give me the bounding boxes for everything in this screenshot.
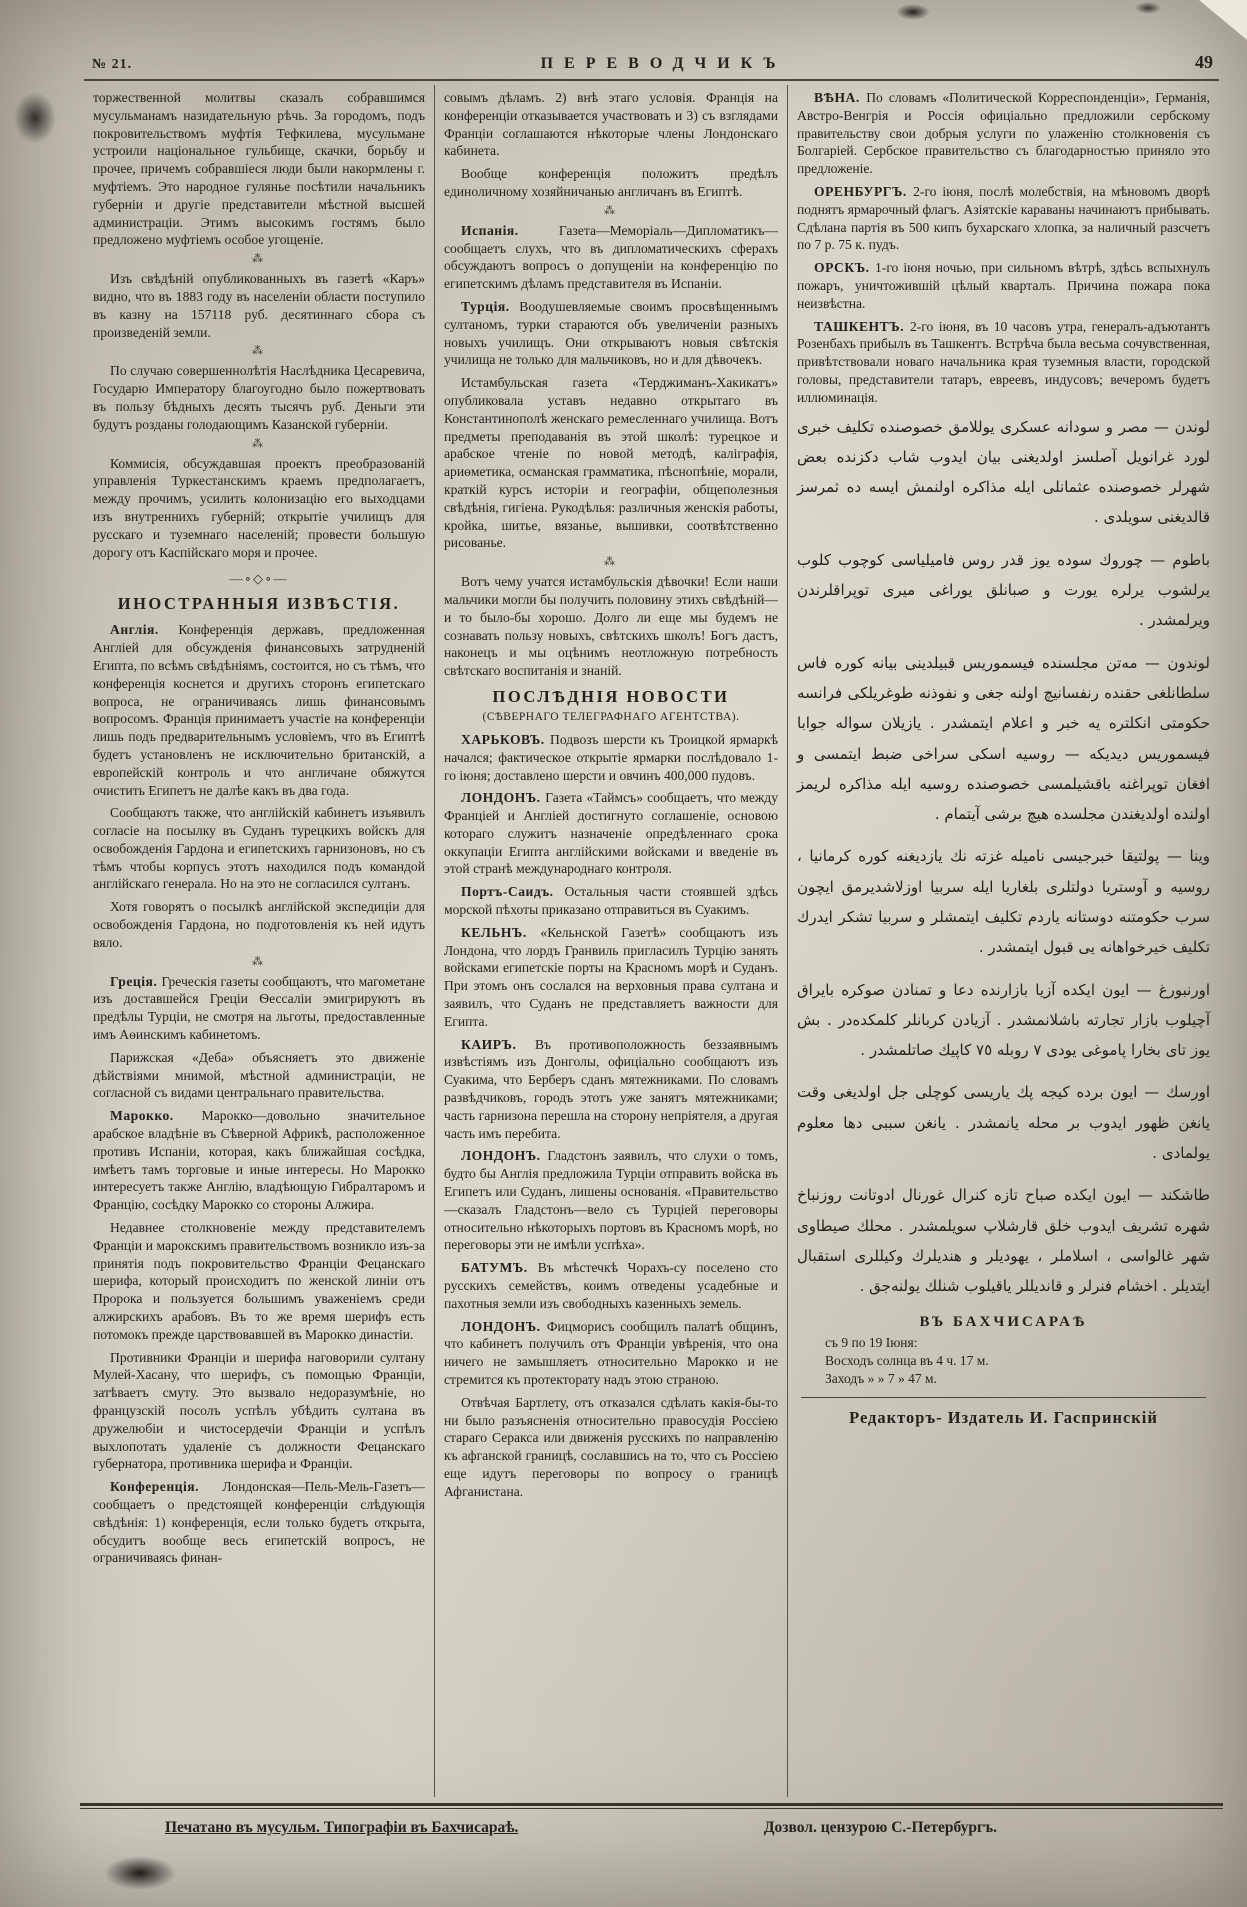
paragraph-lead: Портъ-Саидъ. xyxy=(461,884,565,900)
ink-smudge xyxy=(14,92,56,144)
arabic-news-paragraph: اورنبورغ — ايون ايكده آزيا بازارنده دعا و تمنادن صوكره بايراق آچيلوب بازار تجارته باشلانمشدر . آزيادن كربانلر كلمكدەدر . بش يوز تاى بخارا پاموغى يودى ٧ روبله ٧٥ كاپيك صاتلمشدر . xyxy=(797,980,1210,1060)
paragraph-lead: ЛОНДОНЪ. xyxy=(461,1318,547,1334)
section-subheading-agency: (СѢВЕРНАГО ТЕЛЕГРАФНАГО АГЕНТСТВА). xyxy=(482,710,740,723)
paragraph-lead: ЛОНДОНЪ. xyxy=(461,1148,548,1164)
paragraph: Противники Франціи и шерифа наговорили султану Мулей-Хасану, что шерифъ, съ помощью Франціи, затѣваетъ смуту. Это вызвало недоразумѣніе, но французскій посолъ успѣлъ убѣдить султана въ дружелюбіи и чистосердечіи Франціи и успѣлъ выхлопотать удаленіе съ должности Фецанскаго губернатора, противника шерифа и Франціи. xyxy=(93,1349,425,1472)
section-heading-latest-news: ПОСЛѢДНІЯ НОВОСТИ xyxy=(492,686,730,706)
section-separator: ⁂ xyxy=(252,345,266,358)
section-separator: ⁂ xyxy=(604,556,618,569)
arabic-news-paragraph: لوندن — مصر و سودانه عسكرى يوللامق خصوصنده تكليف خبرى لورد غرانويل آصلسز اولديغنى بيان ايدوب شاب دكزنده بعض شهرلر خصوصنده عثمانلى ايله مذاكره اولنمش ايسه ده ثمرسز قالديغنى سويلدى . xyxy=(797,417,1210,527)
column-left xyxy=(84,85,434,1797)
paragraph: Испанія. Газета—Меморіаль—Дипломатикъ—сообщаетъ слухъ, что въ дипломатическихъ сферахъ обсуждаютъ вопросъ о допущеніи на конференцію по египетскимъ дѣламъ представителя въ Испаніи. xyxy=(444,222,778,292)
paragraph: торжественной молитвы сказалъ собравшимся мусульманамъ назидательную рѣчь. За городомъ, подъ покровительствомъ муфтія Тефкилева, мусульмане устроили національное гульбище, скачки, борьбу и прочее, причемъ собравшіеся люди были накормлены г. муфтіемъ. Это народное гулянье посѣтили начальникъ губерніи и другіе представители мѣстной высшей администраціи. Этимъ высокимъ гостямъ было предложено муфтіемъ особое угощеніе. xyxy=(93,90,425,248)
paragraph: БАТУМЪ. Въ мѣстечкѣ Чорахъ-су поселено сто русскихъ семействъ, коимъ отведены усадебные и пахотныя земли изъ свободныхъ казенныхъ земель. xyxy=(444,1260,778,1311)
paragraph: ОРЕНБУРГЪ. 2-го іюня, послѣ молебствія, на мѣновомъ дворѣ поднятъ ярмарочный флагъ. Азіятскіе караваны начинаютъ прибывать. Сдѣлана партія въ 500 кипъ бухарскаго хлопка, за наличный разсчетъ по 7 р. 75 к. пудъ. xyxy=(797,183,1210,253)
editor-publisher-line: Редакторъ- Издатель И. Гаспринскій xyxy=(849,1407,1158,1427)
section-separator: ⁂ xyxy=(252,955,266,968)
paragraph: Марокко. Марокко—довольно значительное арабское владѣніе въ Сѣверной Африкѣ, расположенное противъ Испаніи, которая, какъ ближайшая сосѣдка, имѣетъ тамъ торговые и иные интересы. Но Марокко интересуетъ также Англію, владѣющую Гибралтаромъ и Францію, сосѣдку Марокко со стороны Алжира. xyxy=(93,1108,425,1213)
section-separator: ⁂ xyxy=(252,437,266,450)
paragraph-lead: КЕЛЬНЪ. xyxy=(461,924,541,940)
bakhchisarai-heading: ВЪ БАХЧИСАРАѢ xyxy=(919,1313,1088,1330)
paragraph: Хотя говорятъ о посылкѣ англійской экспедиціи для освобожденія Гардона, но подготовленія къ ней идутъ вяло. xyxy=(93,899,425,950)
paragraph-lead: Греція. xyxy=(110,973,162,989)
censor-text: Дозвол. цензурою С.-Петербургъ. xyxy=(763,1819,997,1836)
section-heading-foreign-news: ИНОСТРАННЫЯ ИЗВѢСТІЯ. xyxy=(117,594,401,614)
paragraph: Парижская «Деба» объясняетъ это движеніе дѣйствіями мнимой, мѣстной администраціи, не согласной съ видами центральнаго правительства. xyxy=(93,1049,425,1101)
paragraph-lead: ОРСКЪ. xyxy=(814,260,875,276)
column-middle xyxy=(435,85,787,1797)
arabic-news-paragraph: اورسك — ايون برده كيجه پك ياريسى كوچلى جل اولديغى وقت يانغن ظهور ايدوب بر محله يانمشدر . يانغن سببى دها معلوم يولمادى . xyxy=(797,1083,1210,1163)
header-rule xyxy=(84,79,1219,81)
issue-number: № 21. xyxy=(92,57,133,72)
arabic-news-paragraph: طاشكند — ايون ايكده صباح تازه كنرال غورنال ادوتانت روزنباخ شهره تشريف ايدوب خلق قارشلاپ سويلمشدر . محلك صيطاوى شهر غالواسى ، اسلاملر ، يهوديلر و هنديلرك وكيللرى استقبال ايتديلر . اخشام فنرلر و قانديللر ياقيلوب شنلك يولنەجق . xyxy=(797,1186,1210,1296)
section-separator: ⁂ xyxy=(252,253,266,266)
paragraph-lead: Турція. xyxy=(461,298,520,314)
page-footer xyxy=(0,1809,1247,1837)
paragraph: Отвѣчая Бартлету, отъ отказался сдѣлать какія-бы-то ни было разъясненія относительно правосудія Россіею стараго Серакса или движенія русскихъ по направленію къ афганской границѣ, сославшись на то, что съ Россіею еще идутъ переговоры по вопросу о границѣ Афганистана. xyxy=(444,1394,778,1499)
masthead-title: ПЕРЕВОДЧИКЪ xyxy=(540,55,787,72)
paragraph: ОРСКЪ. 1-го іюня ночью, при сильномъ вѣтрѣ, здѣсь вспыхнулъ пожаръ, уничтожившій цѣлый кварталъ. Причина пожара пока неизвѣстна. xyxy=(797,260,1211,311)
paragraph: ХАРЬКОВЪ. Подвозъ шерсти къ Троицкой ярмаркѣ начался; фактическое открытіе ярмарки послѣдовало 1-го іюня; доставлено шерсти и овчинъ 400,000 пудовъ. xyxy=(444,731,778,783)
paragraph: Портъ-Саидъ. Остальныя части стоявшей здѣсь морской пѣхоты приказано отправиться въ Суакимъ. xyxy=(444,884,778,918)
section-ornament: —∘◇∘— xyxy=(229,571,289,587)
page-number: 49 xyxy=(1195,52,1213,72)
paragraph: Истамбульская газета «Терджиманъ-Хакикатъ» опубликовала уставъ недавно открытаго въ Константинополѣ женскаго ремесленнаго училища. Вотъ предметы преподаванія въ этой школѣ: турецкое и арабское чтеніе по новой методѣ, каліграфія, ариѳметика, османская грамматика, пѣснопѣніе, морали, краткій курсъ исторіи и географіи, общеполезныя свѣдѣнія, гигіена. Рукодѣлья: различныя женскія работы, кройка, шитье, вязанье, вышивки, соотвѣтственно рисованье. xyxy=(444,375,778,551)
paragraph: Сообщаютъ также, что англійскій кабинетъ изъявилъ согласіе на посылку въ Суданъ турецкихъ войскъ для освобожденія Гардона и египетскихъ гарнизоновъ, но съ тѣмъ чтобы корпусъ этотъ находился подъ командой англійскаго генерала. Но на это не согласился султанъ. xyxy=(93,805,425,892)
column-right xyxy=(788,85,1219,1797)
paragraph-lead: БАТУМЪ. xyxy=(461,1260,538,1276)
paragraph: ЛОНДОНЪ. Гладстонъ заявилъ, что слухи о томъ, будто бы Англія предложила Турціи отправить войска въ Египетъ или Суданъ, лишены основанія. «Правительство—сказалъ Гладстонъ—вело съ Турціей переговоры относительно нѣкоторыхъ портовъ въ Красномъ морѣ, но переговоры эти не имѣли успѣха». xyxy=(444,1148,778,1253)
paragraph: По случаю совершеннолѣтія Наслѣдника Цесаревича, Государю Императору благоугодно было пожертвовать въ пользу бѣдныхъ десять тысячъ руб. Деньги эти будутъ розданы голодающимъ Казанской губерніи. xyxy=(93,363,425,432)
page-header xyxy=(0,0,1247,77)
paragraph-lead: Конференція. xyxy=(110,1479,223,1495)
paragraph-lead: Испанія. xyxy=(461,222,559,238)
paragraph-lead: ТАШКЕНТЪ. xyxy=(814,318,910,334)
paragraph: Коммисія, обсуждавшая проектъ преобразованій управленія Туркестанскимъ краемъ предполагаетъ, между прочимъ, усилить колонизацію его выходцами изъ внутреннихъ губерній; открытіе училищъ для русскаго и туземнаго населеній; провести большую дорогу отъ Каспійскаго моря и прочее. xyxy=(93,455,425,560)
paragraph-lead: Англія. xyxy=(110,622,179,638)
paragraph: ТАШКЕНТЪ. 2-го іюня, въ 10 часовъ утра, генералъ-адъютантъ Розенбахъ прибылъ въ Ташкентъ. Встрѣча была весьма сочувственная, привѣтствовали новаго начальника края туземныя власти, городской головы, представители татаръ, евреевъ, индусовъ; вечеромъ будетъ иллюминація. xyxy=(797,318,1210,405)
paragraph-lead: ВѢНА. xyxy=(814,90,867,105)
paragraph-lead: Марокко. xyxy=(110,1108,202,1124)
paragraph: КАИРЪ. Въ противоположность беззаявнымъ извѣстіямъ изъ Донголы, офиціально сообщаютъ изъ Суакима, что Берберъ сданъ мятежниками. По словамъ развѣдчиковъ, городъ этотъ уже занятъ мятежниками; часть гарнизона перешла на сторону непріятеля, а другая часть имъ перебита. xyxy=(444,1036,779,1141)
article-columns xyxy=(84,85,1219,1797)
section-separator: ⁂ xyxy=(604,204,618,217)
paragraph-lead: ЛОНДОНЪ. xyxy=(461,790,546,806)
info-line: Восходъ солнца въ 4 ч. 17 м. xyxy=(825,1352,989,1368)
imprint-text: Печатано въ мусульм. Типографіи въ Бахчисараѣ. xyxy=(165,1819,519,1836)
arabic-news-paragraph: باطوم — چوروك سوده يوز قدر روس فاميلياسى كوچوب كلوب يرلشوب يرلره يورت و صبانلق يوراغى ميرى توپراقلرندن ويرلمشدر . xyxy=(797,550,1210,630)
paragraph: Англія. Конференція державъ, предложенная Англіей для обсужденія финансовыхъ затрудненій Египта, по всѣмъ свѣдѣніямъ, состоится, но съ тѣмъ, что конференція коснется и другихъ сторонъ египетскаго вопроса, не ограничиваясь лишь финансовымъ вопросомъ. Франція принимаетъ участіе на конференціи лишь подъ предварительнымъ условіемъ, что въ Египтѣ будетъ установленъ не исключительно британскій, а европейскій контроль и что англичане обяжутся очистить Египетъ не далѣе какъ въ два года. xyxy=(93,622,426,798)
paragraph: ЛОНДОНЪ. Газета «Таймсъ» сообщаетъ, что между Франціей и Англіей достигнуто соглашеніе, основою котораго служитъ назначеніе опредѣленнаго срока оккупаціи Египта англійскими войсками и введеніе въ этой странѣ международнаго контроля. xyxy=(444,790,778,877)
paragraph: Вообще конференція положитъ предѣлъ единоличному хозяйничанью англичанъ въ Египтѣ. xyxy=(444,166,778,199)
paragraph: Изъ свѣдѣній опубликованныхъ въ газетѣ «Каръ» видно, что въ 1883 году въ населеніи области поступило въ казну на 157118 руб. десятиннаго сбора съ произведеній земли. xyxy=(93,271,425,340)
paragraph: Недавнее столкновеніе между представителемъ Франціи и марокскимъ правительствомъ возникло изъ-за принятія подъ покровительство Франціи Фецанскаго шерифа, который происходитъ по женской линіи отъ Пророка и пользуется большимъ уваженіемъ среди алжирскихъ арабовъ. Въ то же время шерифъ есть потомокъ прежде царствовавшей въ Марокко династіи. xyxy=(93,1220,425,1342)
paragraph: ВѢНА. По словамъ «Политической Корреспонденціи», Германія, Австро-Венгрія и Россія офиціально предложили сербскому правительству свои добрыя услуги по улаженію столкновенія съ Болгаріей. Сербское правительство съ благодарностью приняло это предложеніе. xyxy=(797,90,1211,177)
paragraph-lead: ОРЕНБУРГЪ. xyxy=(814,183,914,199)
paragraph-lead: КАИРЪ. xyxy=(461,1036,535,1052)
paragraph: Конференція. Лондонская—Пель-Мель-Газетъ—сообщаетъ о предстоящей конференціи слѣдующія свѣдѣнія: 1) конференція, если только будетъ открыта, обсудитъ вообще весь египетскій вопросъ, не ограничиваясь финан- xyxy=(93,1479,425,1566)
paragraph: КЕЛЬНЪ. «Кельнской Газетѣ» сообщаютъ изъ Лондона, что лордъ Гранвиль пригласилъ Турцію занять войсками египетскіе порты на Красномъ морѣ и Суданъ. При этомъ онъ сослался на верховныя права султана и заявилъ, что Суданъ не представляетъ важности для Египта. xyxy=(444,924,778,1029)
info-line: съ 9 по 19 Іюня: xyxy=(825,1334,918,1350)
ink-smudge xyxy=(104,1856,176,1890)
paragraph: Вотъ чему учатся истамбульскія дѣвочки! Если наши мальчики могли бы получить половину этихъ свѣдѣній—и то было-бы хорошо. Долго ли еще мы будемъ не сознавать пользу новыхъ, свѣтскихъ школъ! Богъ дастъ, наконецъ и мы оцѣнимъ неотложную потребность свѣтскаго воспитанія и знаній. xyxy=(444,574,778,679)
arabic-news-paragraph: وينا — پولتيقا خبرجيسى ناميله غزته نك يازديغنه كوره كرمانيا ، روسيه و آوستريا دولتلرى بلغاريا ايله سربيا اوزلاشديرمق ايچون سرب حكومتنه دوستانه ياردم تكليف ايتمشلر و سربيا تشكر ايدرك تكليف خيرخواهانه يى قبول ايتمشدر . xyxy=(797,847,1210,957)
arabic-news-paragraph: لوندون — مەتن مجلسنده فيسموريس قبيلدينى بيانه كوره فاس سلطانلغى حقنده رنفسانيچ اولنه جغى و نفوذنه طوغريلكى فرانسه حكومتى انكلتره يه خبر و اعلام ايتمشدر . يازيلان سواله جوابا فيسموريس ديديكه — روسيه اسكى سراخى ضبط ايتمسى و افغان توپراغنه باقشيلمسى خصوصنده روسيه ايله مذاكره لريمز اولنده اولديغندن مجلسده هيچ برشى آيتمام . xyxy=(797,653,1210,824)
paragraph: Турція. Воодушевляемые своимъ просвѣщеннымъ султаномъ, турки стараются объ увеличеніи разныхъ новыхъ училищъ. Они открываютъ новыя свѣтскія училища не только для мальчиковъ, но и для дѣвочекъ. xyxy=(444,298,778,368)
paragraph: совымъ дѣламъ. 2) внѣ этаго условія. Франція на конференціи отказывается участвовать и 3) съ взглядами Франціи соглашаются нѣкоторые члены Лондонскаго кабинета. xyxy=(444,90,778,159)
paragraph: Греція. Греческія газеты сообщаютъ, что магометане изъ доставшейся Греціи Ѳессаліи эмигрируютъ въ предѣлы Турціи, не смотря на льготы, предоставленные имъ Аѳинскимъ кабинетомъ. xyxy=(93,973,425,1043)
paragraph-lead: ХАРЬКОВЪ. xyxy=(461,731,550,747)
paragraph: ЛОНДОНЪ. Фицморисъ сообщилъ палатѣ общинъ, что кабинетъ получилъ отъ Франціи увѣренія, что она ничего не замышляетъ относительно Марокко и не стремится къ протекторату надъ этою страною. xyxy=(444,1318,778,1387)
horizontal-rule xyxy=(801,1397,1206,1398)
info-line: Заходъ » » 7 » 47 м. xyxy=(825,1370,937,1386)
